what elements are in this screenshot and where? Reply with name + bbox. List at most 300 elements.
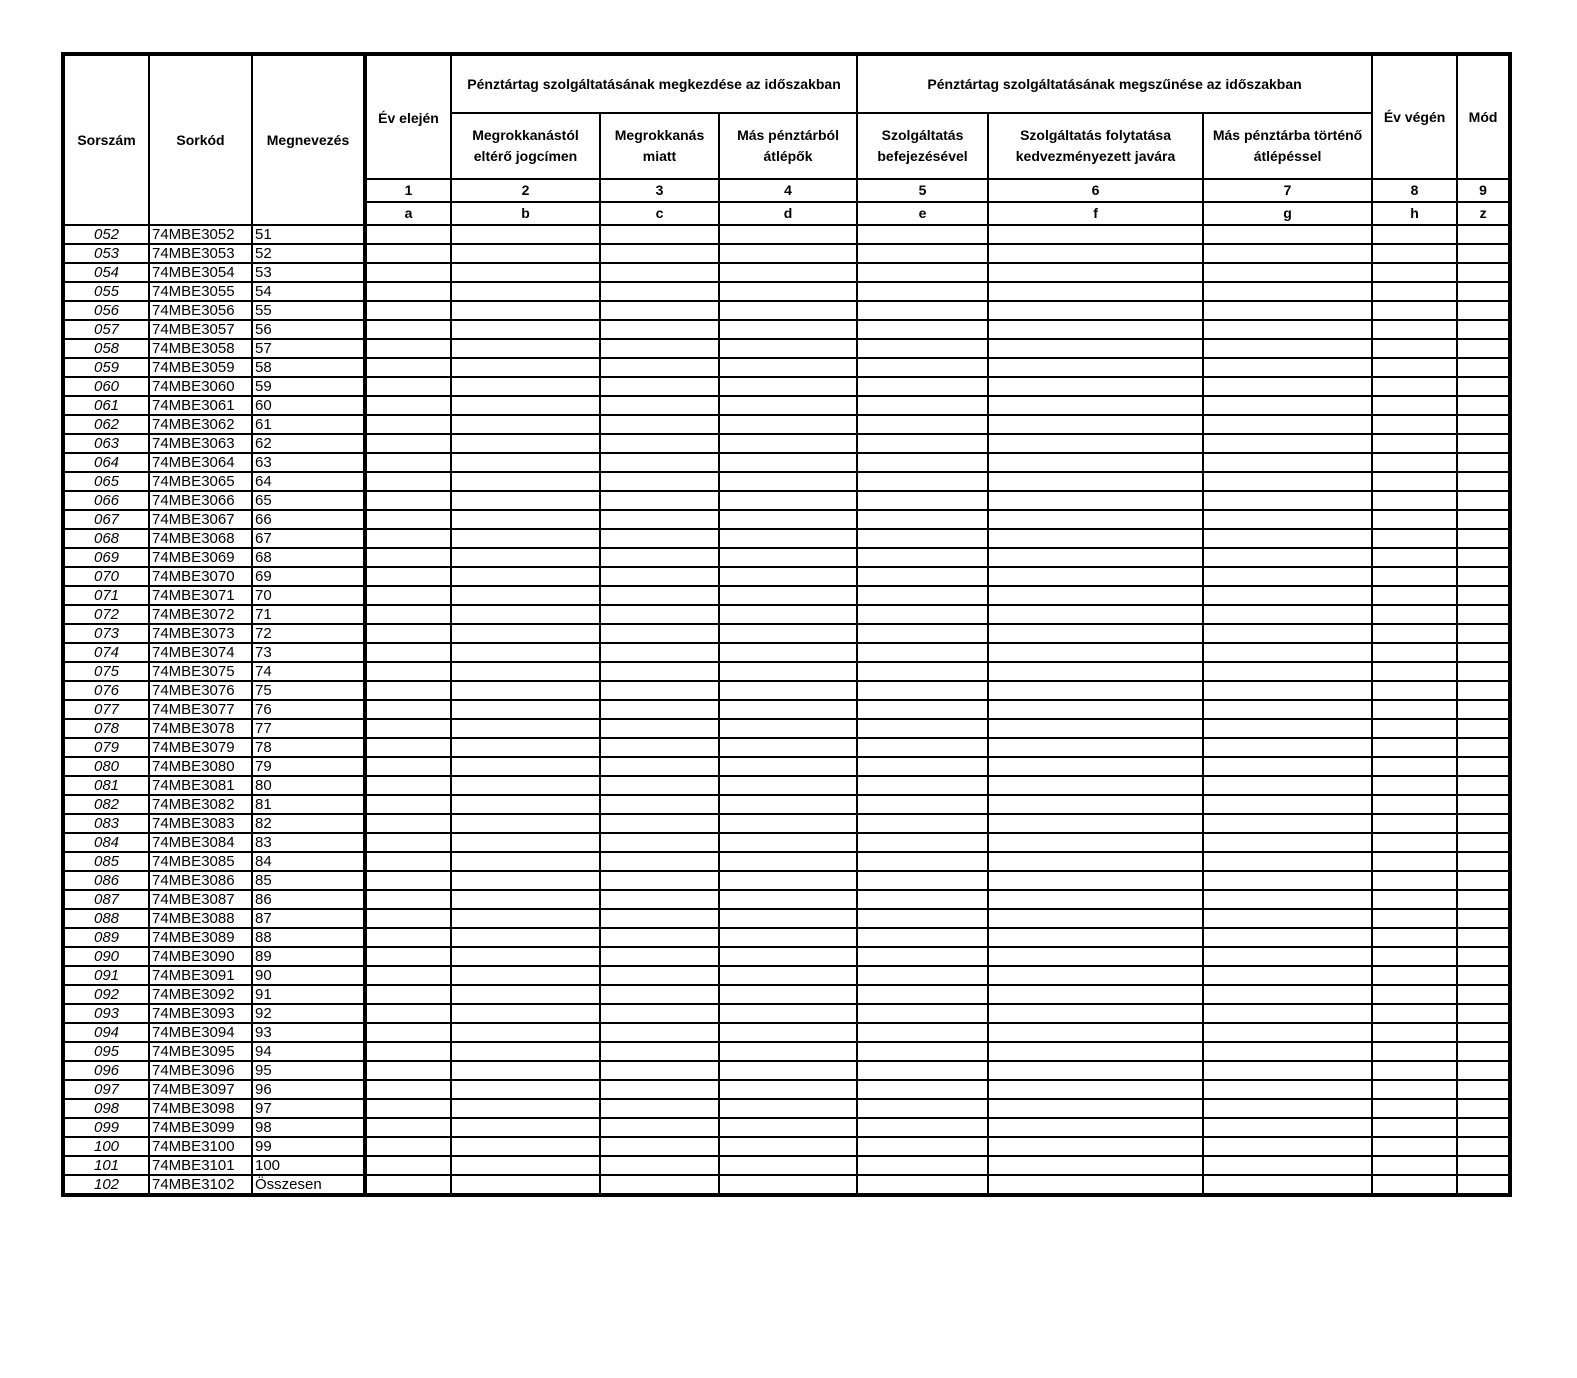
input-cell-g[interactable]	[1203, 225, 1372, 244]
input-cell-b[interactable]	[451, 548, 600, 567]
input-cell-g[interactable]	[1203, 605, 1372, 624]
input-cell-a[interactable]	[365, 947, 451, 966]
input-cell-f[interactable]	[988, 776, 1203, 795]
input-cell-h[interactable]	[1372, 529, 1457, 548]
input-cell-f[interactable]	[988, 719, 1203, 738]
input-cell-c[interactable]	[600, 909, 719, 928]
input-cell-c[interactable]	[600, 510, 719, 529]
input-cell-f[interactable]	[988, 415, 1203, 434]
input-cell-g[interactable]	[1203, 833, 1372, 852]
input-cell-h[interactable]	[1372, 1118, 1457, 1137]
input-cell-f[interactable]	[988, 833, 1203, 852]
input-cell-e[interactable]	[857, 700, 988, 719]
input-cell-d[interactable]	[719, 225, 857, 244]
input-cell-h[interactable]	[1372, 985, 1457, 1004]
input-cell-f[interactable]	[988, 529, 1203, 548]
input-cell-c[interactable]	[600, 1099, 719, 1118]
input-cell-e[interactable]	[857, 263, 988, 282]
input-cell-e[interactable]	[857, 624, 988, 643]
input-cell-e[interactable]	[857, 434, 988, 453]
input-cell-c[interactable]	[600, 1023, 719, 1042]
input-cell-z[interactable]	[1457, 586, 1510, 605]
input-cell-z[interactable]	[1457, 1137, 1510, 1156]
input-cell-d[interactable]	[719, 491, 857, 510]
input-cell-h[interactable]	[1372, 1080, 1457, 1099]
input-cell-z[interactable]	[1457, 548, 1510, 567]
input-cell-g[interactable]	[1203, 396, 1372, 415]
input-cell-g[interactable]	[1203, 1080, 1372, 1099]
input-cell-z[interactable]	[1457, 1156, 1510, 1175]
input-cell-h[interactable]	[1372, 434, 1457, 453]
input-cell-g[interactable]	[1203, 1156, 1372, 1175]
input-cell-e[interactable]	[857, 1156, 988, 1175]
input-cell-h[interactable]	[1372, 624, 1457, 643]
input-cell-z[interactable]	[1457, 301, 1510, 320]
input-cell-z[interactable]	[1457, 985, 1510, 1004]
input-cell-h[interactable]	[1372, 453, 1457, 472]
input-cell-a[interactable]	[365, 510, 451, 529]
input-cell-h[interactable]	[1372, 852, 1457, 871]
input-cell-h[interactable]	[1372, 1042, 1457, 1061]
input-cell-g[interactable]	[1203, 320, 1372, 339]
input-cell-e[interactable]	[857, 966, 988, 985]
input-cell-f[interactable]	[988, 871, 1203, 890]
input-cell-d[interactable]	[719, 624, 857, 643]
input-cell-c[interactable]	[600, 719, 719, 738]
input-cell-a[interactable]	[365, 358, 451, 377]
input-cell-a[interactable]	[365, 966, 451, 985]
input-cell-f[interactable]	[988, 339, 1203, 358]
input-cell-e[interactable]	[857, 605, 988, 624]
input-cell-h[interactable]	[1372, 282, 1457, 301]
input-cell-h[interactable]	[1372, 567, 1457, 586]
input-cell-z[interactable]	[1457, 909, 1510, 928]
input-cell-d[interactable]	[719, 415, 857, 434]
input-cell-h[interactable]	[1372, 814, 1457, 833]
input-cell-c[interactable]	[600, 1175, 719, 1195]
input-cell-h[interactable]	[1372, 890, 1457, 909]
input-cell-z[interactable]	[1457, 244, 1510, 263]
input-cell-e[interactable]	[857, 529, 988, 548]
input-cell-h[interactable]	[1372, 909, 1457, 928]
input-cell-h[interactable]	[1372, 586, 1457, 605]
input-cell-b[interactable]	[451, 947, 600, 966]
input-cell-b[interactable]	[451, 415, 600, 434]
input-cell-z[interactable]	[1457, 510, 1510, 529]
input-cell-g[interactable]	[1203, 795, 1372, 814]
input-cell-g[interactable]	[1203, 662, 1372, 681]
input-cell-e[interactable]	[857, 1080, 988, 1099]
input-cell-a[interactable]	[365, 491, 451, 510]
input-cell-d[interactable]	[719, 1080, 857, 1099]
input-cell-b[interactable]	[451, 491, 600, 510]
input-cell-f[interactable]	[988, 377, 1203, 396]
input-cell-g[interactable]	[1203, 1042, 1372, 1061]
input-cell-f[interactable]	[988, 434, 1203, 453]
input-cell-f[interactable]	[988, 282, 1203, 301]
input-cell-h[interactable]	[1372, 871, 1457, 890]
input-cell-d[interactable]	[719, 776, 857, 795]
input-cell-b[interactable]	[451, 1061, 600, 1080]
input-cell-g[interactable]	[1203, 567, 1372, 586]
input-cell-b[interactable]	[451, 624, 600, 643]
input-cell-f[interactable]	[988, 301, 1203, 320]
input-cell-z[interactable]	[1457, 947, 1510, 966]
input-cell-g[interactable]	[1203, 871, 1372, 890]
input-cell-c[interactable]	[600, 358, 719, 377]
input-cell-g[interactable]	[1203, 586, 1372, 605]
input-cell-z[interactable]	[1457, 434, 1510, 453]
input-cell-b[interactable]	[451, 966, 600, 985]
input-cell-e[interactable]	[857, 719, 988, 738]
input-cell-h[interactable]	[1372, 681, 1457, 700]
input-cell-c[interactable]	[600, 1042, 719, 1061]
input-cell-b[interactable]	[451, 567, 600, 586]
input-cell-d[interactable]	[719, 1099, 857, 1118]
input-cell-d[interactable]	[719, 757, 857, 776]
input-cell-b[interactable]	[451, 700, 600, 719]
input-cell-z[interactable]	[1457, 890, 1510, 909]
input-cell-a[interactable]	[365, 643, 451, 662]
input-cell-a[interactable]	[365, 700, 451, 719]
input-cell-z[interactable]	[1457, 1023, 1510, 1042]
input-cell-e[interactable]	[857, 377, 988, 396]
input-cell-g[interactable]	[1203, 1118, 1372, 1137]
input-cell-z[interactable]	[1457, 776, 1510, 795]
input-cell-d[interactable]	[719, 1118, 857, 1137]
input-cell-b[interactable]	[451, 282, 600, 301]
input-cell-f[interactable]	[988, 624, 1203, 643]
input-cell-h[interactable]	[1372, 1023, 1457, 1042]
input-cell-c[interactable]	[600, 643, 719, 662]
input-cell-c[interactable]	[600, 282, 719, 301]
input-cell-f[interactable]	[988, 567, 1203, 586]
input-cell-z[interactable]	[1457, 529, 1510, 548]
input-cell-f[interactable]	[988, 700, 1203, 719]
input-cell-g[interactable]	[1203, 624, 1372, 643]
input-cell-g[interactable]	[1203, 947, 1372, 966]
input-cell-h[interactable]	[1372, 339, 1457, 358]
input-cell-f[interactable]	[988, 985, 1203, 1004]
input-cell-e[interactable]	[857, 681, 988, 700]
input-cell-e[interactable]	[857, 776, 988, 795]
input-cell-a[interactable]	[365, 795, 451, 814]
input-cell-f[interactable]	[988, 852, 1203, 871]
input-cell-h[interactable]	[1372, 396, 1457, 415]
input-cell-a[interactable]	[365, 434, 451, 453]
input-cell-c[interactable]	[600, 814, 719, 833]
input-cell-d[interactable]	[719, 871, 857, 890]
input-cell-h[interactable]	[1372, 263, 1457, 282]
input-cell-h[interactable]	[1372, 605, 1457, 624]
input-cell-b[interactable]	[451, 434, 600, 453]
input-cell-d[interactable]	[719, 947, 857, 966]
input-cell-d[interactable]	[719, 1175, 857, 1195]
input-cell-c[interactable]	[600, 263, 719, 282]
input-cell-b[interactable]	[451, 985, 600, 1004]
input-cell-c[interactable]	[600, 320, 719, 339]
input-cell-a[interactable]	[365, 719, 451, 738]
input-cell-c[interactable]	[600, 453, 719, 472]
input-cell-g[interactable]	[1203, 244, 1372, 263]
input-cell-f[interactable]	[988, 966, 1203, 985]
input-cell-a[interactable]	[365, 1099, 451, 1118]
input-cell-d[interactable]	[719, 833, 857, 852]
input-cell-b[interactable]	[451, 1042, 600, 1061]
input-cell-a[interactable]	[365, 776, 451, 795]
input-cell-b[interactable]	[451, 1004, 600, 1023]
input-cell-g[interactable]	[1203, 776, 1372, 795]
input-cell-d[interactable]	[719, 909, 857, 928]
input-cell-e[interactable]	[857, 339, 988, 358]
input-cell-e[interactable]	[857, 1175, 988, 1195]
input-cell-b[interactable]	[451, 244, 600, 263]
input-cell-f[interactable]	[988, 643, 1203, 662]
input-cell-e[interactable]	[857, 662, 988, 681]
input-cell-c[interactable]	[600, 301, 719, 320]
input-cell-f[interactable]	[988, 1023, 1203, 1042]
input-cell-d[interactable]	[719, 662, 857, 681]
input-cell-z[interactable]	[1457, 1099, 1510, 1118]
input-cell-a[interactable]	[365, 605, 451, 624]
input-cell-h[interactable]	[1372, 757, 1457, 776]
input-cell-b[interactable]	[451, 301, 600, 320]
input-cell-a[interactable]	[365, 1042, 451, 1061]
input-cell-a[interactable]	[365, 415, 451, 434]
input-cell-f[interactable]	[988, 757, 1203, 776]
input-cell-c[interactable]	[600, 947, 719, 966]
input-cell-b[interactable]	[451, 1080, 600, 1099]
input-cell-e[interactable]	[857, 757, 988, 776]
input-cell-z[interactable]	[1457, 795, 1510, 814]
input-cell-z[interactable]	[1457, 681, 1510, 700]
input-cell-h[interactable]	[1372, 776, 1457, 795]
input-cell-c[interactable]	[600, 339, 719, 358]
input-cell-c[interactable]	[600, 1118, 719, 1137]
input-cell-e[interactable]	[857, 358, 988, 377]
input-cell-e[interactable]	[857, 244, 988, 263]
input-cell-e[interactable]	[857, 548, 988, 567]
input-cell-c[interactable]	[600, 244, 719, 263]
input-cell-b[interactable]	[451, 814, 600, 833]
input-cell-a[interactable]	[365, 1137, 451, 1156]
input-cell-h[interactable]	[1372, 472, 1457, 491]
input-cell-h[interactable]	[1372, 1137, 1457, 1156]
input-cell-d[interactable]	[719, 605, 857, 624]
input-cell-z[interactable]	[1457, 1061, 1510, 1080]
input-cell-z[interactable]	[1457, 1042, 1510, 1061]
input-cell-a[interactable]	[365, 567, 451, 586]
input-cell-a[interactable]	[365, 624, 451, 643]
input-cell-e[interactable]	[857, 225, 988, 244]
input-cell-c[interactable]	[600, 377, 719, 396]
input-cell-c[interactable]	[600, 1061, 719, 1080]
input-cell-z[interactable]	[1457, 263, 1510, 282]
input-cell-g[interactable]	[1203, 1099, 1372, 1118]
input-cell-h[interactable]	[1372, 947, 1457, 966]
input-cell-h[interactable]	[1372, 491, 1457, 510]
input-cell-z[interactable]	[1457, 472, 1510, 491]
input-cell-c[interactable]	[600, 1080, 719, 1099]
input-cell-h[interactable]	[1372, 662, 1457, 681]
input-cell-f[interactable]	[988, 947, 1203, 966]
input-cell-e[interactable]	[857, 833, 988, 852]
input-cell-a[interactable]	[365, 453, 451, 472]
input-cell-d[interactable]	[719, 738, 857, 757]
input-cell-c[interactable]	[600, 833, 719, 852]
input-cell-a[interactable]	[365, 1004, 451, 1023]
input-cell-h[interactable]	[1372, 377, 1457, 396]
input-cell-g[interactable]	[1203, 966, 1372, 985]
input-cell-d[interactable]	[719, 814, 857, 833]
input-cell-a[interactable]	[365, 757, 451, 776]
input-cell-e[interactable]	[857, 814, 988, 833]
input-cell-d[interactable]	[719, 567, 857, 586]
input-cell-a[interactable]	[365, 681, 451, 700]
input-cell-z[interactable]	[1457, 415, 1510, 434]
input-cell-d[interactable]	[719, 1137, 857, 1156]
input-cell-c[interactable]	[600, 472, 719, 491]
input-cell-z[interactable]	[1457, 814, 1510, 833]
input-cell-c[interactable]	[600, 1156, 719, 1175]
input-cell-h[interactable]	[1372, 643, 1457, 662]
input-cell-c[interactable]	[600, 966, 719, 985]
input-cell-c[interactable]	[600, 225, 719, 244]
input-cell-h[interactable]	[1372, 301, 1457, 320]
input-cell-h[interactable]	[1372, 928, 1457, 947]
input-cell-f[interactable]	[988, 662, 1203, 681]
input-cell-b[interactable]	[451, 1099, 600, 1118]
input-cell-b[interactable]	[451, 852, 600, 871]
input-cell-c[interactable]	[600, 928, 719, 947]
input-cell-e[interactable]	[857, 472, 988, 491]
input-cell-d[interactable]	[719, 434, 857, 453]
input-cell-g[interactable]	[1203, 1175, 1372, 1195]
input-cell-g[interactable]	[1203, 415, 1372, 434]
input-cell-c[interactable]	[600, 567, 719, 586]
input-cell-b[interactable]	[451, 605, 600, 624]
input-cell-g[interactable]	[1203, 548, 1372, 567]
input-cell-z[interactable]	[1457, 282, 1510, 301]
input-cell-b[interactable]	[451, 890, 600, 909]
input-cell-e[interactable]	[857, 320, 988, 339]
input-cell-a[interactable]	[365, 548, 451, 567]
input-cell-b[interactable]	[451, 377, 600, 396]
input-cell-d[interactable]	[719, 301, 857, 320]
input-cell-g[interactable]	[1203, 472, 1372, 491]
input-cell-a[interactable]	[365, 225, 451, 244]
input-cell-a[interactable]	[365, 301, 451, 320]
input-cell-f[interactable]	[988, 795, 1203, 814]
input-cell-g[interactable]	[1203, 377, 1372, 396]
input-cell-f[interactable]	[988, 1156, 1203, 1175]
input-cell-z[interactable]	[1457, 1004, 1510, 1023]
input-cell-z[interactable]	[1457, 852, 1510, 871]
input-cell-f[interactable]	[988, 1061, 1203, 1080]
input-cell-b[interactable]	[451, 1137, 600, 1156]
input-cell-e[interactable]	[857, 491, 988, 510]
input-cell-a[interactable]	[365, 1118, 451, 1137]
input-cell-c[interactable]	[600, 776, 719, 795]
input-cell-z[interactable]	[1457, 453, 1510, 472]
input-cell-h[interactable]	[1372, 225, 1457, 244]
input-cell-h[interactable]	[1372, 700, 1457, 719]
input-cell-e[interactable]	[857, 510, 988, 529]
input-cell-g[interactable]	[1203, 529, 1372, 548]
input-cell-z[interactable]	[1457, 377, 1510, 396]
input-cell-a[interactable]	[365, 662, 451, 681]
input-cell-f[interactable]	[988, 358, 1203, 377]
input-cell-c[interactable]	[600, 852, 719, 871]
input-cell-d[interactable]	[719, 529, 857, 548]
input-cell-a[interactable]	[365, 1061, 451, 1080]
input-cell-d[interactable]	[719, 1042, 857, 1061]
input-cell-f[interactable]	[988, 1080, 1203, 1099]
input-cell-h[interactable]	[1372, 1004, 1457, 1023]
input-cell-a[interactable]	[365, 282, 451, 301]
input-cell-g[interactable]	[1203, 1004, 1372, 1023]
input-cell-g[interactable]	[1203, 1023, 1372, 1042]
input-cell-d[interactable]	[719, 320, 857, 339]
input-cell-d[interactable]	[719, 1004, 857, 1023]
input-cell-b[interactable]	[451, 871, 600, 890]
input-cell-e[interactable]	[857, 1061, 988, 1080]
input-cell-z[interactable]	[1457, 491, 1510, 510]
input-cell-e[interactable]	[857, 738, 988, 757]
input-cell-d[interactable]	[719, 282, 857, 301]
input-cell-b[interactable]	[451, 1118, 600, 1137]
input-cell-b[interactable]	[451, 757, 600, 776]
input-cell-f[interactable]	[988, 1175, 1203, 1195]
input-cell-z[interactable]	[1457, 358, 1510, 377]
input-cell-f[interactable]	[988, 548, 1203, 567]
input-cell-h[interactable]	[1372, 244, 1457, 263]
input-cell-a[interactable]	[365, 738, 451, 757]
input-cell-f[interactable]	[988, 1118, 1203, 1137]
input-cell-a[interactable]	[365, 871, 451, 890]
input-cell-c[interactable]	[600, 548, 719, 567]
input-cell-f[interactable]	[988, 1137, 1203, 1156]
input-cell-c[interactable]	[600, 662, 719, 681]
input-cell-z[interactable]	[1457, 871, 1510, 890]
input-cell-h[interactable]	[1372, 415, 1457, 434]
input-cell-e[interactable]	[857, 453, 988, 472]
input-cell-d[interactable]	[719, 510, 857, 529]
input-cell-z[interactable]	[1457, 396, 1510, 415]
input-cell-b[interactable]	[451, 643, 600, 662]
input-cell-f[interactable]	[988, 890, 1203, 909]
input-cell-h[interactable]	[1372, 966, 1457, 985]
input-cell-b[interactable]	[451, 738, 600, 757]
input-cell-a[interactable]	[365, 263, 451, 282]
input-cell-g[interactable]	[1203, 643, 1372, 662]
input-cell-e[interactable]	[857, 909, 988, 928]
input-cell-f[interactable]	[988, 1042, 1203, 1061]
input-cell-d[interactable]	[719, 263, 857, 282]
input-cell-d[interactable]	[719, 1023, 857, 1042]
input-cell-a[interactable]	[365, 852, 451, 871]
input-cell-d[interactable]	[719, 985, 857, 1004]
input-cell-a[interactable]	[365, 928, 451, 947]
input-cell-b[interactable]	[451, 225, 600, 244]
input-cell-c[interactable]	[600, 1004, 719, 1023]
input-cell-g[interactable]	[1203, 985, 1372, 1004]
input-cell-a[interactable]	[365, 909, 451, 928]
input-cell-g[interactable]	[1203, 928, 1372, 947]
input-cell-z[interactable]	[1457, 662, 1510, 681]
input-cell-e[interactable]	[857, 282, 988, 301]
input-cell-b[interactable]	[451, 358, 600, 377]
